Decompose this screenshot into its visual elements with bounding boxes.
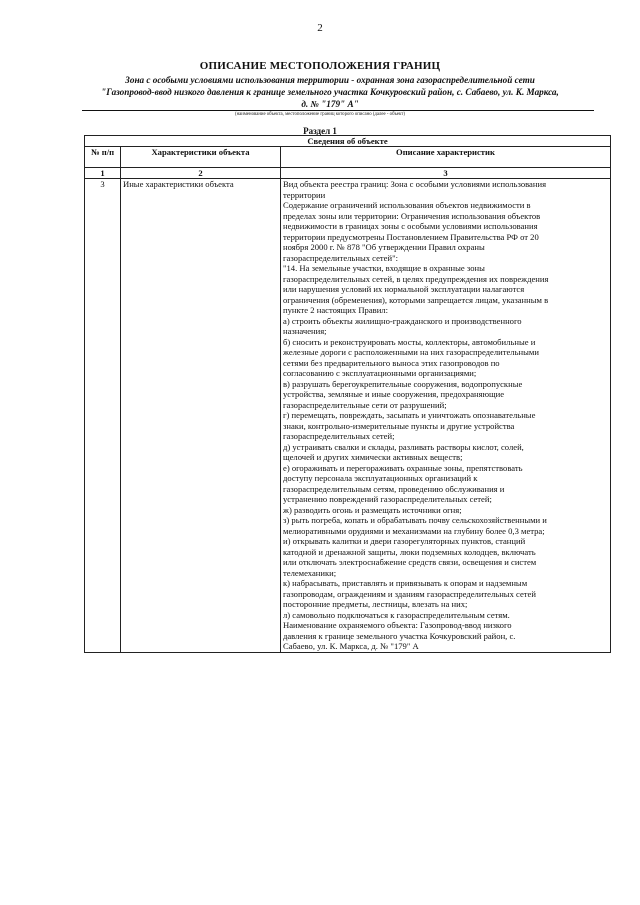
- column-header-description: Описание характеристик: [281, 147, 611, 168]
- description-line: назначения;: [283, 326, 327, 336]
- document-subtitle: [80, 74, 580, 110]
- column-header-characteristic: Характеристики объекта: [121, 147, 281, 168]
- page-number: 2: [317, 22, 323, 34]
- description-line: газораспределительных сетей, в целях предупреждения их повреждения: [283, 273, 549, 284]
- table-row: [85, 179, 611, 653]
- description-line: недвижимости в границах зоны с особыми условиями использования: [283, 221, 538, 231]
- row-characteristic: Иные характеристики объекта: [121, 179, 281, 653]
- description-line: л) самовольно подключаться к газораспределительным сетям.: [283, 609, 510, 620]
- document-title: ОПИСАНИЕ МЕСТОПОЛОЖЕНИЯ ГРАНИЦ: [199, 60, 441, 72]
- subtitle-line: Зона с особыми условиями использования территории - охранная зона газораспределительной сети: [125, 75, 535, 85]
- description-line: территории: [283, 189, 326, 200]
- description-line: Сабаево, ул. К. Маркса, д. № "179" А: [283, 641, 419, 651]
- description-line: д) устраивать свалки и склады, разливать растворы кислот, солей,: [283, 441, 524, 452]
- description-line: к) набрасывать, приставлять и привязывать к опорам и надземным: [283, 578, 528, 588]
- row-number: 3: [85, 179, 121, 653]
- description-line: е) огораживать и перегораживать охранные зоны, препятствовать: [283, 462, 523, 473]
- description-line: согласованию с эксплуатационными организациями;: [283, 368, 477, 378]
- description-line: газопроводам, ограждениям и зданиям газораспределительных сетей: [283, 588, 536, 599]
- description-line: газораспределительные сети от разрушений;: [283, 399, 447, 410]
- description-line: сетями без предварительного выноса этих газопроводов по: [283, 357, 500, 368]
- description-line: г) перемещать, повреждать, засыпать и уничтожать опознавательные: [283, 410, 536, 420]
- column-number: 1: [85, 168, 121, 179]
- description-line: знаки, контрольно-измерительные пункты и другие устройства: [283, 420, 515, 431]
- description-line: устройства, земляные и иные сооружения, предохраняющие: [283, 389, 505, 399]
- description-line: Наименование охраняемого объекта: Газопровод-ввод низкого: [283, 620, 512, 630]
- object-info-table: [84, 135, 611, 653]
- column-header-number: № п/п: [85, 147, 121, 168]
- description-line: мелиоративными орудиями и механизмами на глубину более 0,3 метра;: [283, 525, 545, 536]
- description-line: газораспределительным сетям, проведению обслуживания и: [283, 483, 505, 494]
- description-line: устранению повреждений газораспределительных сетей;: [283, 494, 492, 504]
- description-line: в) разрушать берегоукрепительные сооружения, водопропускные: [283, 378, 523, 389]
- description-line: пункте 2 настоящих Правил:: [283, 305, 388, 315]
- column-number: 2: [121, 168, 281, 179]
- row-description: [281, 179, 611, 653]
- description-line: доступу персонала эксплуатационных организаций к: [283, 473, 478, 483]
- description-line: "14. На земельные участки, входящие в охранные зоны: [283, 263, 485, 273]
- description-line: телемеханики;: [283, 567, 337, 578]
- description-line: б) сносить и реконструировать мосты, коллекторы, автомобильные и: [283, 336, 536, 347]
- description-line: пределах зоны или территории: Ограничения использования объектов: [283, 210, 541, 221]
- section-title: Раздел 1: [303, 126, 337, 136]
- description-line: или нарушения условий их нормальной эксплуатации налагаются: [283, 284, 525, 294]
- description-line: давления к границе земельного участка Кочкуровский район, с.: [283, 630, 516, 641]
- object-caption: (наименование объекта, местоположение границ которого описано (далее - объект): [235, 112, 405, 117]
- description-line: ж) разводить огонь и размещать источники огня;: [283, 504, 462, 515]
- description-line: з) рыть погреба, копать и обрабатывать почву сельскохозяйственными и: [283, 515, 547, 525]
- subtitle-line: д. № "179" А": [301, 99, 359, 109]
- description-line: Содержание ограничений использования объектов недвижимости в: [283, 200, 531, 210]
- description-line: железные дороги с расположенными на них газораспределительными: [283, 347, 539, 357]
- description-line: ноября 2000 г. № 878 "Об утверждении Правил охраны: [283, 242, 485, 252]
- title-underline: [82, 110, 594, 111]
- description-line: газораспределительных сетей":: [283, 252, 398, 263]
- description-line: территории предусмотрены Постановлением Правительства РФ от 20: [283, 231, 539, 242]
- description-line: и) открывать калитки и двери газорегуляторных пунктов, станций: [283, 536, 526, 546]
- description-line: или отключать электроснабжение средств связи, освещения и систем: [283, 557, 537, 567]
- description-line: посторонние предметы, лестницы, влезать на них;: [283, 599, 468, 609]
- description-line: Вид объекта реестра границ: Зона с особыми условиями использования: [283, 179, 547, 189]
- subtitle-line: "Газопровод-ввод низкого давления к границе земельного участка Кочкуровский район, с. Сабаево, ул. К. Маркса,: [101, 87, 559, 97]
- description-line: а) строить объекты жилищно-гражданского и производственного: [283, 315, 522, 326]
- description-line: катодной и дренажной защиты, люки подземных колодцев, включать: [283, 546, 536, 557]
- column-number: 3: [281, 168, 611, 179]
- description-line: щелочей и других химически активных веществ;: [283, 452, 463, 462]
- description-line: газораспределительных сетей;: [283, 431, 395, 441]
- description-line: ограничения (обременения), которыми запрещается лицам, указанным в: [283, 294, 549, 305]
- table-section-header: Сведения об объекте: [85, 136, 611, 147]
